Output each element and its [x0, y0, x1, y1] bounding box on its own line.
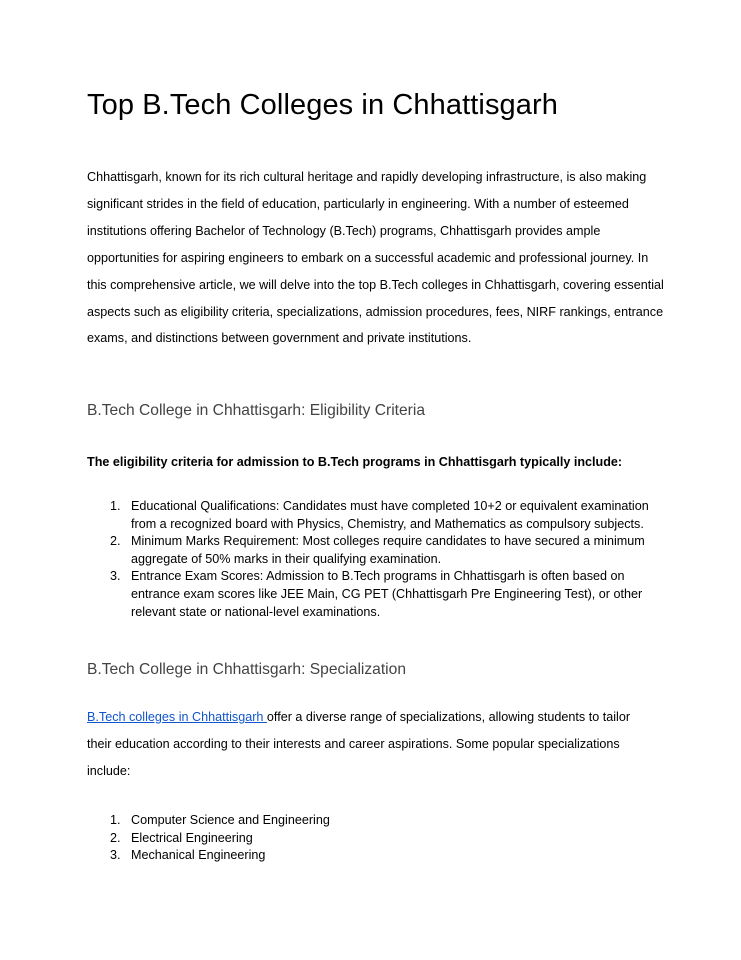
colleges-link[interactable]: B.Tech colleges in Chhattisgarh [87, 710, 267, 724]
list-item [88, 830, 488, 848]
list-number: 3. [110, 848, 121, 863]
list-item-text: Educational Qualifications: Candidates must have completed 10+2 or equivalent examination from a recognized board with Physics, Chemistry, and Mathematics as compulsory subjects. [131, 499, 649, 531]
eligibility-list [88, 498, 663, 621]
page-title: Top B.Tech Colleges in Chhattisgarh [87, 89, 558, 121]
list-item-text: Electrical Engineering [131, 830, 253, 845]
list-number: 3. [110, 569, 121, 584]
list-number: 1. [110, 813, 121, 827]
eligibility-lead: The eligibility criteria for admission to B.Tech programs in Chhattisgarh typically include: [87, 455, 623, 469]
list-item [88, 498, 663, 533]
list-item-text: Mechanical Engineering [131, 848, 266, 863]
specialization-paragraph [87, 704, 647, 785]
specialization-heading: B.Tech College in Chhattisgarh: Specialization [87, 661, 406, 678]
list-item-text: Computer Science and Engineering [131, 813, 330, 827]
list-number: 2. [110, 830, 121, 845]
list-number: 2. [110, 534, 121, 549]
eligibility-heading: B.Tech College in Chhattisgarh: Eligibility Criteria [87, 402, 426, 419]
specialization-list [88, 812, 488, 865]
list-item [88, 568, 663, 621]
list-number: 1. [110, 499, 121, 513]
list-item [88, 847, 488, 865]
list-item [88, 812, 488, 830]
intro-paragraph: Chhattisgarh, known for its rich cultural heritage and rapidly developing infrastructure, is also making significant strides in the field of education, particularly in engineering. With a number of esteemed institutions offering Bachelor of Technology (B.Tech) programs, Chhattisgarh provides ample opportunities for aspiring engineers to embark on a successful academic and professional journey. In this comprehensive article, we will delve into the top B.Tech colleges in Chhattisgarh, covering essential aspects such as eligibility criteria, specializations, admission procedures, fees, NIRF rankings, entrance exams, and distinctions between government and private institutions. [87, 170, 664, 346]
specialization-text: offer a diverse range of specializations, allowing students to tailor their education according to their interests and career aspirations. Some popular specializations include: [87, 710, 631, 778]
list-item [88, 533, 663, 568]
list-item-text: Minimum Marks Requirement: Most colleges require candidates to have secured a minimum aggregate of 50% marks in their qualifying examination. [131, 534, 645, 566]
list-item-text: Entrance Exam Scores: Admission to B.Tech programs in Chhattisgarh is often based on entrance exam scores like JEE Main, CG PET (Chhattisgarh Pre Engineering Test), or other relevant state or national-level examinations. [131, 569, 643, 619]
